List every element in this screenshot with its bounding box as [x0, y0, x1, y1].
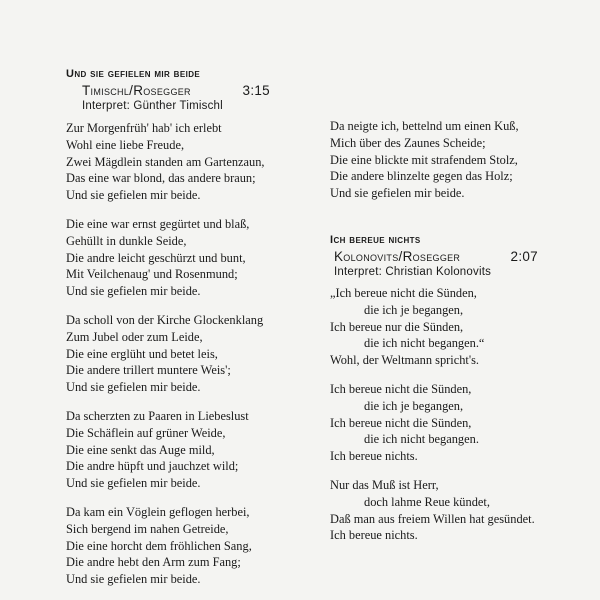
lyric-line: Ich bereue nicht die Sünden, — [330, 415, 472, 430]
lyric-line: Da kam ein Vöglein geflogen herbei, — [66, 504, 250, 519]
lyric-line: Sich bergend im nahen Getreide, — [66, 521, 229, 536]
lyric-line: Da neigte ich, bettelnd um einen Kuß, — [330, 119, 519, 133]
lyric-line: Und sie gefielen mir beide. — [66, 476, 201, 491]
lyric-line: Mit Veilchenaug' und Rosenmund; — [66, 267, 238, 282]
lyric-line: die ich nicht begangen.“ — [364, 336, 485, 351]
lyric-line: doch lahme Reue kündet, — [364, 494, 490, 509]
lyric-line: Zum Jubel oder zum Leide, — [66, 329, 203, 344]
song-1-column — [66, 66, 326, 600]
lyric-line: Und sie gefielen mir beide. — [66, 284, 201, 299]
song-2-column — [330, 232, 598, 556]
lyric-line: Und sie gefielen mir beide. — [66, 188, 201, 203]
song-title: Und sie gefielen mir beide — [66, 68, 201, 80]
lyric-line: Das eine war blond, das andere braun; — [66, 171, 256, 186]
lyric-line: Die eine senkt das Auge mild, — [66, 442, 215, 457]
lyric-line: „Ich bereue nicht die Sünden, — [330, 286, 477, 300]
lyric-line: Die Schäflein auf grüner Weide, — [66, 425, 226, 440]
lyric-line: die ich je begangen, — [364, 398, 464, 413]
lyric-line: Die eine erglüht und betet leis, — [66, 346, 218, 361]
song-1-continuation — [330, 118, 598, 214]
lyric-line: Die eine blickte mit strafendem Stolz, — [330, 152, 518, 167]
lyric-line: Wohl eine liebe Freude, — [66, 137, 185, 152]
lyric-line: Wohl, der Weltmann spricht's. — [330, 353, 480, 368]
lyric-line: Zur Morgenfrüh' hab' ich erlebt — [66, 121, 222, 135]
song-interpret: Interpret: Christian Kolonovits — [334, 266, 492, 278]
stanza — [66, 504, 326, 588]
lyric-line: Ich bereue nur die Sünden, — [330, 319, 464, 334]
lyric-line: Ich bereue nicht die Sünden, — [330, 381, 472, 396]
lyric-line: Da scherzten zu Paaren in Liebeslust — [66, 408, 249, 423]
lyric-line: Die andre hebt den Arm zum Fang; — [66, 555, 241, 570]
lyric-line: Nur das Muß ist Herr, — [330, 477, 439, 492]
stanza — [66, 216, 326, 300]
stanza — [330, 381, 598, 465]
song-credits — [82, 82, 270, 99]
lyric-line: Gehüllt in dunkle Seide, — [66, 233, 187, 248]
lyric-line: Mich über des Zaunes Scheide; — [330, 135, 486, 150]
song-credits — [334, 248, 538, 265]
lyric-line: Die andre hüpft und jauchzet wild; — [66, 459, 239, 474]
lyric-line: Die andre leicht geschürzt und bunt, — [66, 250, 246, 265]
lyric-line: Zwei Mägdlein standen am Gartenzaun, — [66, 154, 265, 169]
song-duration: 2:07 — [510, 249, 538, 264]
composer-lyricist: Timischl/Rosegger — [82, 83, 191, 98]
song-interpret: Interpret: Günther Timischl — [82, 100, 223, 112]
stanza — [66, 312, 326, 396]
song-title: Ich bereue nichts — [330, 234, 421, 246]
lyric-line: Die andere blinzelte gegen das Holz; — [330, 169, 513, 184]
composer-lyricist: Kolonovits/Rosegger — [334, 249, 461, 264]
lyric-line: Daß man aus freiem Willen hat gesündet. — [330, 511, 535, 526]
stanza — [66, 408, 326, 492]
lyric-line: Ich bereue nichts. — [330, 528, 418, 543]
lyric-line: Ich bereue nichts. — [330, 449, 418, 464]
lyric-line: Die eine horcht dem fröhlichen Sang, — [66, 538, 252, 553]
stanza — [330, 285, 598, 369]
lyric-line: Da scholl von der Kirche Glockenklang — [66, 312, 264, 327]
lyric-line: die ich je begangen, — [364, 302, 464, 317]
song-duration: 3:15 — [242, 83, 270, 98]
stanza — [66, 120, 326, 204]
lyric-line: Und sie gefielen mir beide. — [330, 186, 465, 201]
lyric-line: die ich nicht begangen. — [364, 432, 479, 447]
lyric-line: Die eine war ernst gegürtet und blaß, — [66, 216, 250, 231]
lyric-line: Die andere trillert muntere Weis'; — [66, 363, 231, 378]
lyric-line: Und sie gefielen mir beide. — [66, 572, 201, 587]
stanza — [330, 477, 598, 544]
lyric-line: Und sie gefielen mir beide. — [66, 380, 201, 395]
stanza — [330, 118, 598, 202]
